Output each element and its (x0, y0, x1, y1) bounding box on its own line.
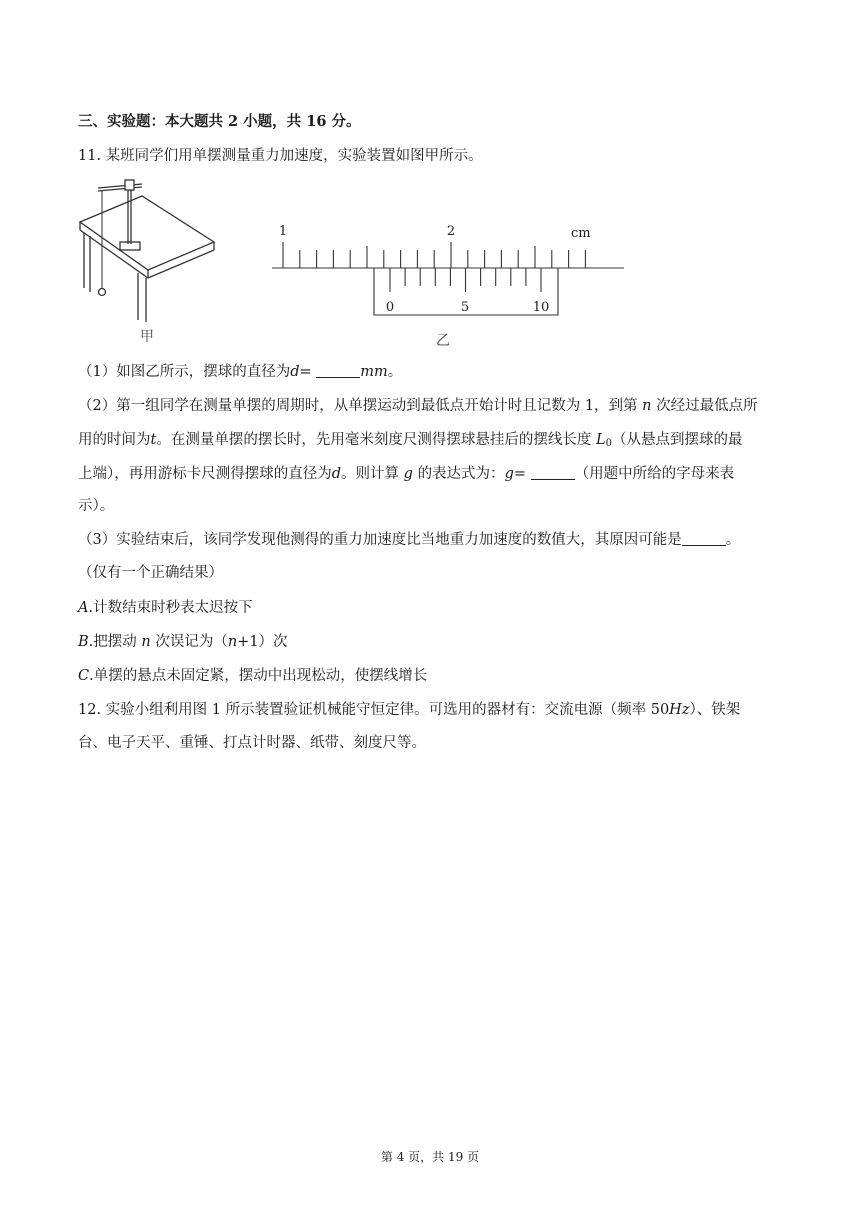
main-scale-unit-label: cm (571, 226, 591, 241)
page-footer: 第 4 页，共 19 页 (380, 1150, 480, 1164)
pendulum-apparatus-figure (76, 178, 216, 323)
option-b: B.把摆动 n 次误记为（n+1）次 (78, 634, 288, 650)
question-11-part-2-line-3: 上端），再用游标卡尺测得摆球的直径为d。则计算 g 的表达式为：g= （用题中所给的字母来表 (78, 466, 735, 482)
question-11-part-1: （1）如图乙所示，摆球的直径为d= mm。 (78, 364, 403, 380)
vernier-caliper-figure (268, 218, 628, 320)
section-header: 三、实验题：本大题共 2 小题，共 16 分。 (78, 113, 361, 130)
question-11-part-3-line-1: （3）实验结束后，该同学发现他测得的重力加速度比当地重力加速度的数值大，其原因可能是 。 (78, 532, 741, 548)
option-a: A.计数结束时秒表太迟按下 (78, 600, 253, 616)
option-c: C.单摆的悬点未固定紧，摆动中出现松动，使摆线增长 (78, 668, 428, 684)
vernier-label-10: 10 (532, 300, 550, 315)
question-11-part-2-line-1: （2）第一组同学在测量单摆的周期时，从单摆运动到最低点开始计时且记数为 1，到第 n 次经过最低点所 (78, 398, 758, 414)
figure-jia-label: 甲 (140, 329, 154, 345)
question-11-part-3-line-2: （仅有一个正确结果） (78, 565, 223, 581)
answer-blank[interactable] (531, 465, 575, 480)
question-12-line-1: 12. 实验小组利用图 1 所示装置验证机械能守恒定律。可选用的器材有：交流电源（频率 50Hz）、铁架 (78, 702, 741, 718)
answer-blank[interactable] (316, 363, 360, 378)
question-11-part-2-line-4: 示）。 (78, 498, 115, 514)
question-11-stem: 11. 某班同学们用单摆测量重力加速度，实验装置如图甲所示。 (78, 148, 483, 164)
figure-yi-label: 乙 (436, 333, 450, 349)
vernier-label-0: 0 (385, 300, 395, 315)
question-12-line-2: 台、电子天平、重锤、打点计时器、纸带、刻度尺等。 (78, 735, 426, 751)
answer-blank[interactable] (682, 531, 726, 546)
main-scale-label-1: 1 (278, 224, 288, 239)
question-11-part-2-line-2: 用的时间为t。在测量单摆的摆长时，先用毫米刻度尺测得摆球悬挂后的摆线长度 $L_0$（从悬点到摆球的最 (78, 432, 743, 449)
vernier-label-5: 5 (460, 300, 470, 315)
main-scale-label-2: 2 (446, 224, 456, 239)
